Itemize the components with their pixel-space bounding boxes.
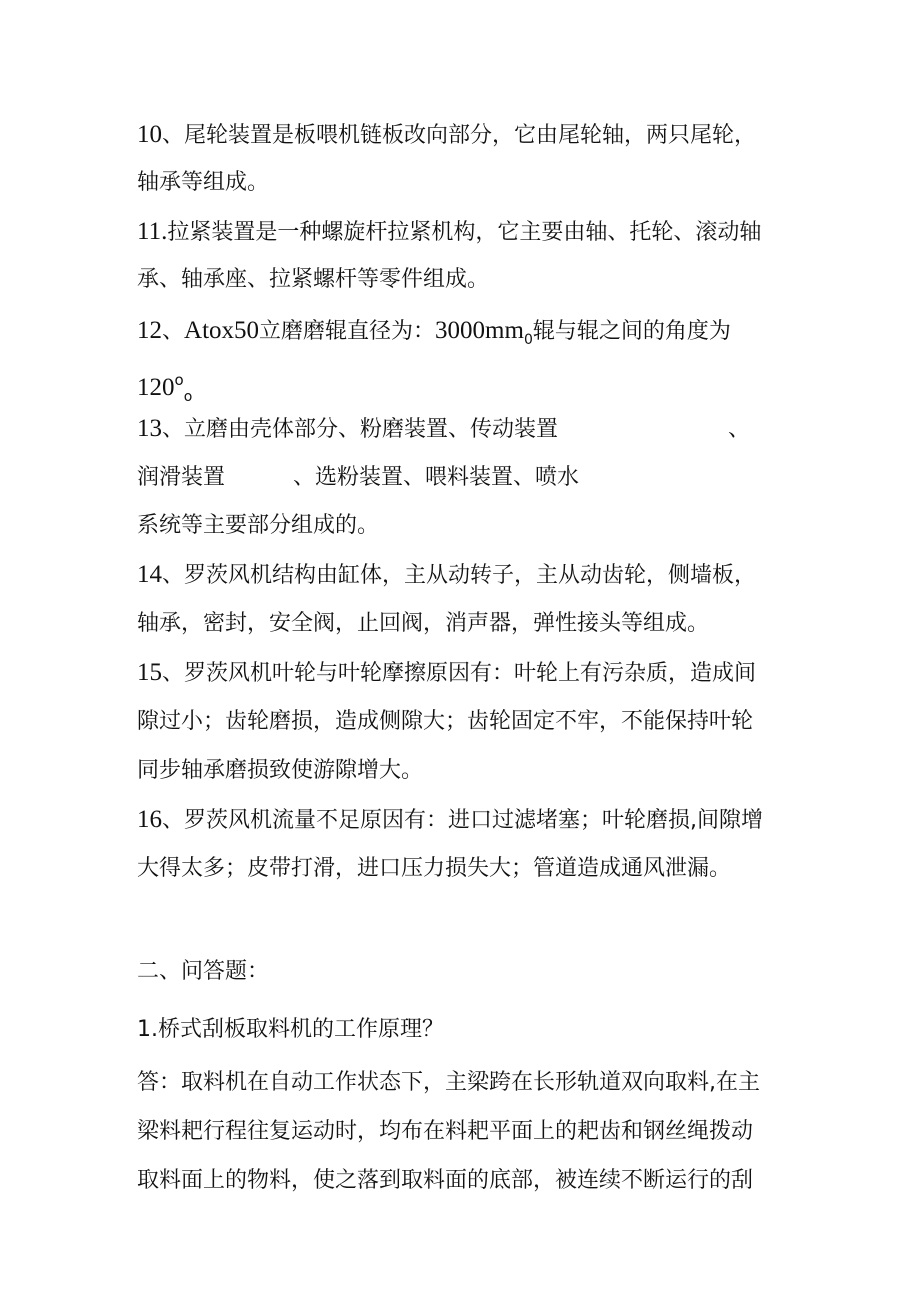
item-10-line-1: 10、尾轮装置是板喂机链板改向部分，它由尾轮轴，两只尾轮，: [137, 121, 757, 148]
item-12-line-2: $120^o_o$: [137, 371, 193, 405]
item-13-line-1: 13、立磨由壳体部分、粉磨装置、传动装置 、: [137, 415, 751, 442]
question-1: 1.桥式刮板取料机的工作原理？: [137, 1017, 444, 1042]
item-16-line-1: 16、罗茨风机流量不足原因有：进口过滤堵塞；叶轮磨损,间隙增: [137, 806, 763, 833]
item-10-line-2: 轴承等组成。: [137, 170, 270, 195]
item-14-line-2: 轴承，密封，安全阀，止回阀，消声器，弹性接头等组成。: [137, 611, 710, 636]
section-title: 二、问答题：: [137, 959, 270, 984]
item-13-line-2: 润滑装置 、选粉装置、喂料装置、喷水: [137, 465, 580, 490]
item-15-line-2: 隙过小；齿轮磨损，造成侧隙大；齿轮固定不牢，不能保持叶轮: [137, 709, 754, 734]
item-16-line-2: 大得太多；皮带打滑，进口压力损失大；管道造成通风泄漏。: [137, 856, 732, 881]
answer-line-2: 梁料耙行程往复运动时，均布在料耙平面上的耙齿和钢丝绳拨动: [137, 1119, 754, 1144]
item-11-line-1: 11.拉紧装置是一种螺旋杆拉紧机构，它主要由轴、托轮、滚动轴: [137, 218, 762, 245]
item-14-line-1: 14、罗茨风机结构由缸体，主从动转子，主从动齿轮，侧墙板，: [137, 561, 757, 588]
answer-line-1: 答：取料机在自动工作状态下，主梁跨在长形轨道双向取料,在主: [137, 1070, 760, 1095]
item-12-line-1: 12、Atox50立磨磨辊直径为：$3000mm_0$辊与辊之间的角度为: [137, 317, 731, 348]
answer-line-3: 取料面上的物料，使之落到取料面的底部，被连续不断运行的刮: [137, 1168, 754, 1193]
item-11-line-2: 承、轴承座、拉紧螺杆等零件组成。: [137, 267, 490, 292]
item-13-line-3: 系统等主要部分组成的。: [137, 513, 380, 538]
item-15-line-1: 15、罗茨风机叶轮与叶轮摩擦原因有：叶轮上有污杂质，造成间: [137, 659, 757, 686]
item-15-line-3: 同步轴承磨损致使游隙增大。: [137, 758, 424, 783]
